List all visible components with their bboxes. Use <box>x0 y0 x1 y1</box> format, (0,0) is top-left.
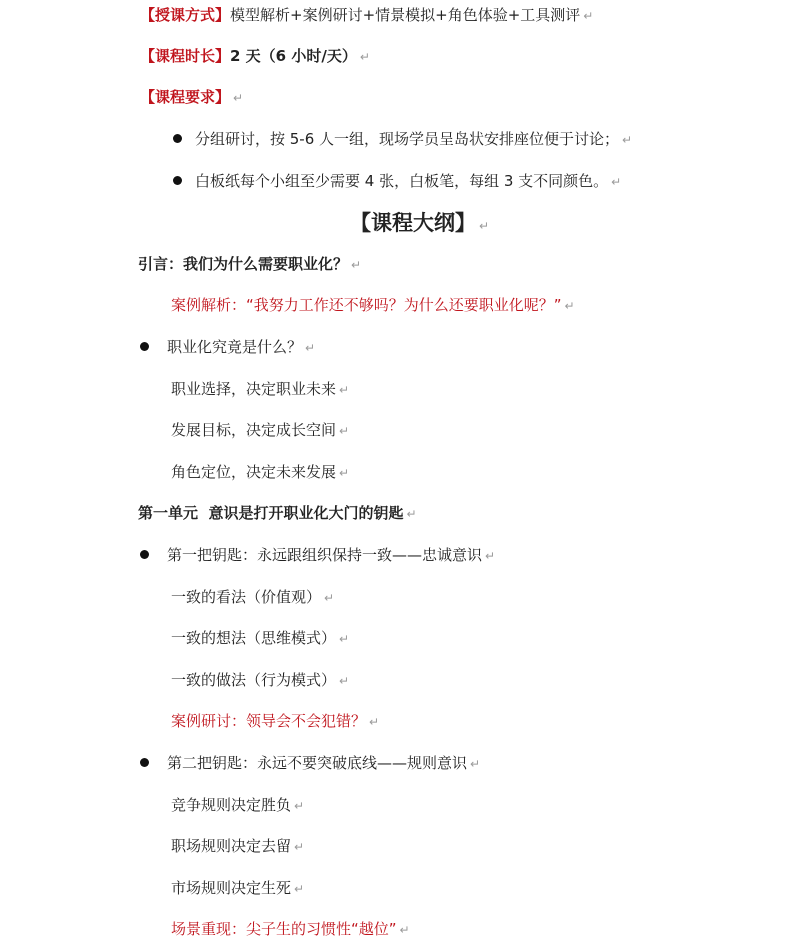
requirement-item-text: 白板纸每个小组至少需要 4 张，白板笔，每组 3 支不同颜色。 <box>195 172 609 190</box>
list-item <box>171 420 349 441</box>
list-item-text: 职业选择，决定职业未来 <box>171 380 337 398</box>
key2-scene <box>171 919 410 940</box>
unit1-heading <box>138 503 417 524</box>
paragraph-mark-icon: ↵ <box>399 923 410 937</box>
list-item <box>171 878 304 899</box>
key1-bullet <box>167 545 495 566</box>
paragraph-mark-icon: ↵ <box>305 341 316 355</box>
teaching-method-label: 【授课方式】 <box>140 6 231 24</box>
paragraph-mark-icon: ↵ <box>324 591 335 605</box>
list-item <box>171 462 349 483</box>
intro-case <box>171 295 575 316</box>
list-item-text: 一致的想法（思维模式） <box>171 629 337 647</box>
list-item-text: 发展目标，决定成长空间 <box>171 421 337 439</box>
paragraph-mark-icon: ↵ <box>339 424 350 438</box>
list-item-text: 角色定位，决定未来发展 <box>171 463 337 481</box>
list-item <box>171 379 349 400</box>
intro-heading-text: 引言：我们为什么需要职业化？ <box>138 255 349 273</box>
key1-case <box>171 711 379 732</box>
key2-scene-text: 场景重现：尖子生的习惯性“越位” <box>171 920 397 938</box>
key2-bullet-text: 第二把钥匙：永远不要突破底线——规则意识 <box>167 754 468 772</box>
bullet-icon <box>140 342 149 351</box>
outline-title-text: 【课程大纲】 <box>350 211 476 235</box>
bullet-icon <box>173 134 182 143</box>
paragraph-mark-icon: ↵ <box>479 219 490 233</box>
teaching-method-value: 模型解析+案例研讨+情景模拟+角色体验+工具测评 <box>230 6 581 24</box>
intro-bullet <box>167 337 315 358</box>
list-item <box>171 628 349 649</box>
paragraph-mark-icon: ↵ <box>294 799 305 813</box>
requirements-label: 【课程要求】 <box>140 88 231 106</box>
bullet-icon <box>140 758 149 767</box>
list-item-text: 一致的做法（行为模式） <box>171 671 337 689</box>
list-item <box>171 670 349 691</box>
paragraph-mark-icon: ↵ <box>622 133 633 147</box>
paragraph-mark-icon: ↵ <box>294 840 305 854</box>
paragraph-mark-icon: ↵ <box>339 632 350 646</box>
paragraph-mark-icon: ↵ <box>233 91 244 105</box>
outline-title <box>350 210 489 239</box>
list-item <box>171 836 304 857</box>
paragraph-mark-icon: ↵ <box>351 258 362 272</box>
paragraph-mark-icon: ↵ <box>359 50 370 64</box>
duration-value: 2 天（6 小时/天） <box>230 47 357 65</box>
paragraph-mark-icon: ↵ <box>339 383 350 397</box>
paragraph-mark-icon: ↵ <box>470 757 481 771</box>
requirement-item <box>195 171 621 192</box>
key1-case-text: 案例研讨：领导会不会犯错？ <box>171 712 367 730</box>
paragraph-mark-icon: ↵ <box>339 466 350 480</box>
paragraph-mark-icon: ↵ <box>564 299 575 313</box>
list-item-text: 一致的看法（价值观） <box>171 588 322 606</box>
requirements-line <box>140 87 243 108</box>
bullet-icon <box>140 550 149 559</box>
paragraph-mark-icon: ↵ <box>406 507 417 521</box>
key2-bullet <box>167 753 480 774</box>
bullet-icon <box>173 176 182 185</box>
paragraph-mark-icon: ↵ <box>294 882 305 896</box>
unit1-heading-text: 第一单元 意识是打开职业化大门的钥匙 <box>138 504 404 522</box>
paragraph-mark-icon: ↵ <box>611 175 622 189</box>
intro-bullet-text: 职业化究竟是什么？ <box>167 338 303 356</box>
duration-line <box>140 46 370 67</box>
intro-case-text: 案例解析：“我努力工作还不够吗？为什么还要职业化呢？” <box>171 296 562 314</box>
list-item-text: 职场规则决定去留 <box>171 837 292 855</box>
requirement-item <box>195 129 632 150</box>
paragraph-mark-icon: ↵ <box>339 674 350 688</box>
duration-label: 【课程时长】 <box>140 47 231 65</box>
paragraph-mark-icon: ↵ <box>485 549 496 563</box>
paragraph-mark-icon: ↵ <box>369 715 380 729</box>
list-item <box>171 587 334 608</box>
key1-bullet-text: 第一把钥匙：永远跟组织保持一致——忠诚意识 <box>167 546 483 564</box>
list-item-text: 竞争规则决定胜负 <box>171 796 292 814</box>
list-item <box>171 795 304 816</box>
teaching-method-line <box>140 5 593 26</box>
requirement-item-text: 分组研讨，按 5-6 人一组，现场学员呈岛状安排座位便于讨论； <box>195 130 620 148</box>
paragraph-mark-icon: ↵ <box>583 9 594 23</box>
intro-heading <box>138 254 361 275</box>
list-item-text: 市场规则决定生死 <box>171 879 292 897</box>
